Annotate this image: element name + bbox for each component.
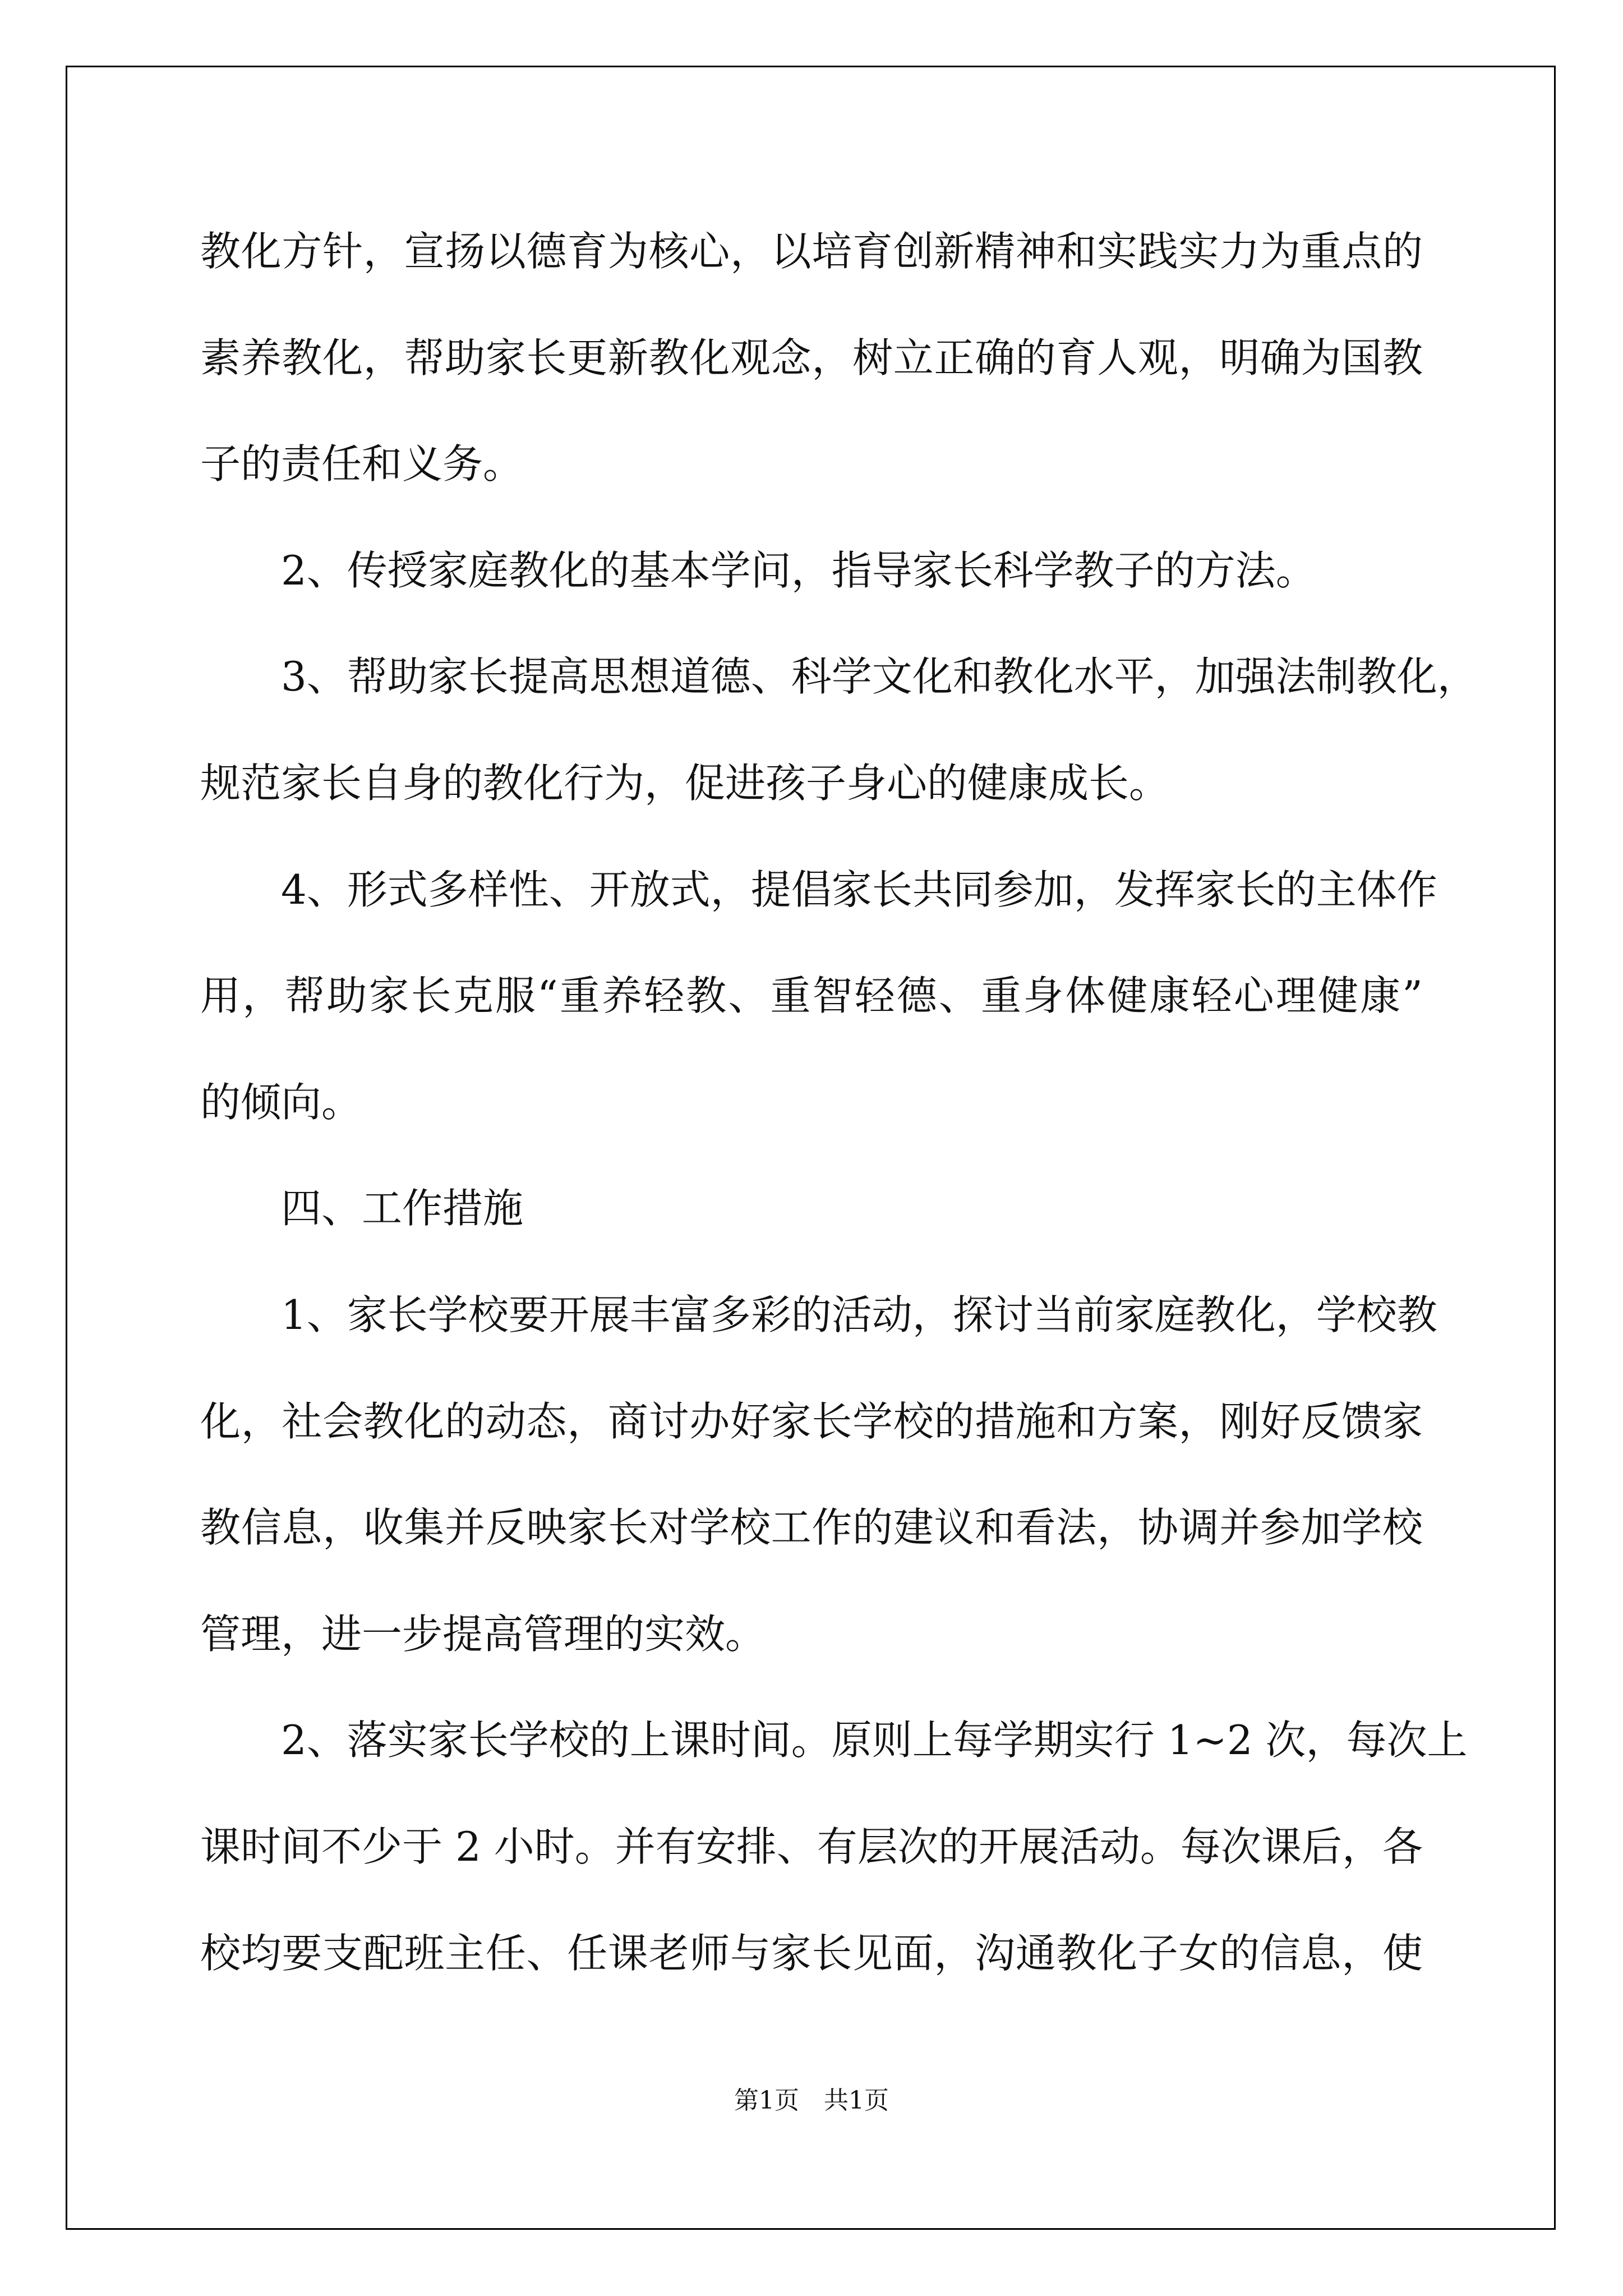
text-line: 规范家长自身的教化行为，促进孩子身心的健康成长。 bbox=[200, 759, 1170, 807]
text-line: 2、落实家长学校的上课时间。原则上每学期实行 1~2 次，每次上 bbox=[281, 1717, 1468, 1764]
paragraph bbox=[200, 518, 1423, 624]
text-line: 3、帮助家长提高思想道德、科学文化和教化水平，加强法制教化， bbox=[281, 653, 1478, 701]
text-line: 的倾向。 bbox=[200, 1078, 362, 1126]
text-line: 用，帮助家长克服“重养轻教、重智轻德、重身体健康轻心理健康” bbox=[200, 972, 1423, 1020]
text-line: 课时间不少于 2 小时。并有安排、有层次的开展活动。每次课后，各 bbox=[200, 1823, 1423, 1870]
text-line: 子的责任和义务。 bbox=[200, 440, 524, 488]
text-line: 1、家长学校要开展丰富多彩的活动，探讨当前家庭教化，学校教 bbox=[281, 1291, 1437, 1338]
text-line: 教化方针，宣扬以德育为核心，以培育创新精神和实践实力为重点的 bbox=[200, 228, 1423, 275]
text-line: 管理，进一步提高管理的实效。 bbox=[200, 1610, 766, 1658]
text-line: 教信息，收集并反映家长对学校工作的建议和看法，协调并参加学校 bbox=[200, 1504, 1423, 1552]
section-heading bbox=[200, 1156, 1423, 1262]
paragraph bbox=[200, 1687, 1468, 2007]
text-line: 2、传授家庭教化的基本学问，指导家长科学教子的方法。 bbox=[281, 546, 1316, 594]
paragraph bbox=[200, 1262, 1437, 1687]
document-body bbox=[200, 199, 1478, 2007]
paragraph bbox=[200, 624, 1478, 836]
text-line: 化，社会教化的动态，商讨办好家长学校的措施和方案，刚好反馈家 bbox=[200, 1397, 1423, 1445]
text-line: 校均要支配班主任、任课老师与家长见面，沟通教化子女的信息，使 bbox=[200, 1929, 1423, 1977]
paragraph bbox=[200, 837, 1437, 1156]
section-heading-text: 四、工作措施 bbox=[281, 1185, 524, 1232]
text-line: 素养教化，帮助家长更新教化观念，树立正确的育人观，明确为国教 bbox=[200, 334, 1423, 381]
text-line: 4、形式多样性、开放式，提倡家长共同参加，发挥家长的主体作 bbox=[281, 866, 1437, 913]
page-footer: 第1页 共1页 bbox=[734, 2086, 889, 2115]
paragraph bbox=[200, 199, 1423, 518]
